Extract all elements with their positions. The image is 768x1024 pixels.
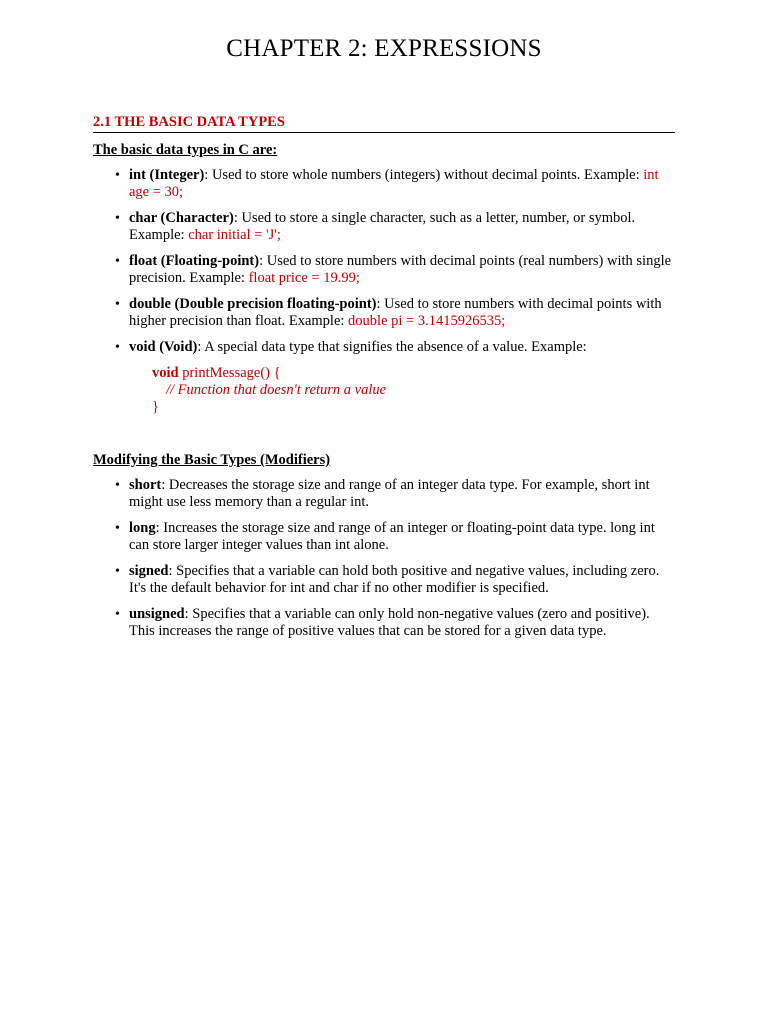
item-description: : Used to store numbers with decimal points with higher precision than float. Example: (129, 296, 662, 329)
bullet-icon: • (115, 607, 120, 622)
item-description: : Decreases the storage size and range of an integer data type. For example, short int might use less memory than a regular int. (129, 477, 650, 510)
list-item (93, 339, 675, 356)
code-keyword: void (152, 365, 179, 381)
section-heading: 2.1 THE BASIC DATA TYPES (93, 113, 675, 133)
list-item (93, 563, 675, 597)
term-label: void (Void) (129, 339, 198, 355)
list-item (93, 296, 675, 330)
bullet-icon: • (115, 168, 120, 183)
list-item (93, 210, 675, 244)
code-comment: // Function that doesn't return a value (166, 382, 387, 398)
bullet-icon: • (115, 340, 120, 355)
chapter-title: CHAPTER 2: EXPRESSIONS (226, 35, 542, 62)
code-closing-brace: } (152, 399, 159, 415)
code-line-signature (152, 365, 386, 382)
bullet-icon: • (115, 211, 120, 226)
code-example: double pi = 3.1415926535; (348, 313, 506, 329)
list-item (93, 253, 675, 287)
item-description: : Used to store whole numbers (integers) without decimal points. Example: (204, 167, 644, 183)
term-label: unsigned (129, 606, 185, 622)
void-code-example (152, 365, 386, 416)
item-description: : Specifies that a variable can only hold non-negative values (zero and positive). This increases the range of positive values that can be stored for a given data type. (129, 606, 650, 639)
bullet-icon: • (115, 297, 120, 312)
term-label: signed (129, 563, 169, 579)
code-example: int age = 30; (129, 167, 659, 200)
term-label: double (Double precision floating-point) (129, 296, 377, 312)
bullet-icon: • (115, 478, 120, 493)
item-description: : Used to store numbers with decimal points (real numbers) with single precision. Example: (129, 253, 672, 286)
basic-types-list (93, 167, 675, 365)
term-label: short (129, 477, 162, 493)
item-description: : Specifies that a variable can hold both positive and negative values, including zero. It's the default behavior for int and char if no other modifier is specified. (129, 563, 660, 596)
list-item (93, 606, 675, 640)
item-description: : Used to store a single character, such as a letter, number, or symbol. Example: (129, 210, 636, 243)
bullet-icon: • (115, 521, 120, 536)
term-label: char (Character) (129, 210, 234, 226)
list-item (93, 167, 675, 201)
code-example: char initial = 'J'; (188, 227, 281, 243)
item-description: : A special data type that signifies the absence of a value. Example: (197, 339, 587, 355)
basic-types-heading: The basic data types in C are: (93, 142, 278, 158)
term-label: long (129, 520, 156, 536)
code-example: float price = 19.99; (248, 270, 360, 286)
code-signature: printMessage() { (178, 365, 281, 381)
term-label: int (Integer) (129, 167, 205, 183)
modifiers-heading: Modifying the Basic Types (Modifiers) (93, 452, 331, 468)
bullet-icon: • (115, 564, 120, 579)
list-item (93, 520, 675, 554)
bullet-icon: • (115, 254, 120, 269)
item-description: : Increases the storage size and range of an integer or floating-point data type. long int can store larger integer values than int alone. (129, 520, 655, 553)
list-item (93, 477, 675, 511)
modifiers-list (93, 477, 675, 649)
term-label: float (Floating-point) (129, 253, 260, 269)
